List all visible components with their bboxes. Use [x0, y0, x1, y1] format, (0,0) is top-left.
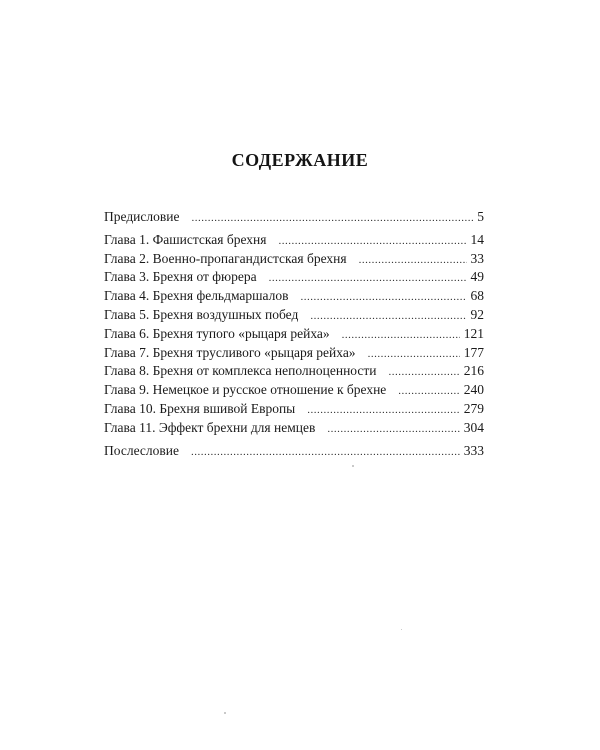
toc-entry-chapter-9: [104, 381, 484, 400]
toc-entry-page: 240: [463, 382, 484, 398]
toc-entry-page: 14: [470, 231, 484, 247]
toc-entry-page: 68: [470, 288, 484, 304]
toc-entry-page: 33: [470, 250, 484, 266]
toc-entry-preface: [104, 208, 484, 227]
toc-entry-page: 121: [463, 325, 484, 341]
toc-entry-page: 5: [477, 209, 484, 224]
dot-leader: [359, 251, 467, 270]
toc-entry-page: 279: [463, 400, 484, 416]
toc-entry-chapter-11: [104, 419, 484, 438]
toc-entry-text: Послесловие: [104, 442, 179, 458]
toc-entry-page: 304: [463, 419, 484, 435]
page-title: СОДЕРЖАНИЕ: [231, 150, 369, 170]
toc-entry-afterword: [104, 442, 484, 461]
toc-entry-text: Глава 10. Брехня вшивой Европы: [104, 400, 296, 416]
dot-leader: [191, 209, 473, 228]
toc-entry-text: Глава 4. Брехня фельдмаршалов: [104, 288, 289, 304]
dot-leader: [327, 420, 459, 439]
toc-entry-chapter-1: [104, 231, 484, 250]
toc-entry-text: Предисловие: [104, 209, 180, 224]
toc-entry-chapter-2: [104, 250, 484, 269]
toc-entry-chapter-3: [104, 268, 484, 287]
dot-leader: [310, 307, 466, 326]
toc-entry-text: Глава 5. Брехня воздушных побед: [104, 306, 299, 322]
scan-speck: [224, 712, 226, 714]
toc-entry-chapter-10: [104, 400, 484, 419]
toc-entry-chapter-7: [104, 344, 484, 363]
dot-leader: [342, 326, 460, 345]
dot-leader: [269, 269, 467, 288]
toc-entry-chapter-5: [104, 306, 484, 325]
dot-leader: [307, 401, 460, 420]
dot-leader: [398, 382, 459, 401]
toc-entry-page: 49: [470, 269, 484, 285]
toc-entry-chapter-4: [104, 287, 484, 306]
toc-entry-text: Глава 6. Брехня тупого «рыцаря рейха»: [104, 325, 330, 341]
dot-leader: [191, 443, 460, 462]
dot-leader: [278, 232, 466, 251]
toc-entry-text: Глава 8. Брехня от комплекса неполноценности: [104, 363, 377, 379]
toc-entry-page: 333: [463, 442, 484, 458]
toc-entry-chapter-8: [104, 362, 484, 381]
toc-entry-text: Глава 9. Немецкое и русское отношение к брехне: [104, 382, 387, 398]
toc-entry-chapter-6: [104, 325, 484, 344]
table-of-contents: [104, 208, 484, 460]
toc-entry-text: Глава 3. Брехня от фюрера: [104, 269, 257, 285]
toc-entry-page: 177: [463, 344, 484, 360]
toc-entry-page: 216: [463, 363, 484, 379]
dot-leader: [368, 345, 460, 364]
toc-entry-text: Глава 1. Фашистская брехня: [104, 231, 267, 247]
toc-entry-text: Глава 11. Эффект брехни для немцев: [104, 419, 316, 435]
dot-leader: [301, 288, 467, 307]
toc-entry-text: Глава 2. Военно-пропагандистская брехня: [104, 250, 347, 266]
toc-entry-page: 92: [470, 306, 484, 322]
dot-leader: [389, 363, 460, 382]
scan-speck: [352, 465, 354, 467]
scan-speck: [401, 629, 402, 630]
toc-entry-text: Глава 7. Брехня трусливого «рыцаря рейха»: [104, 344, 356, 360]
